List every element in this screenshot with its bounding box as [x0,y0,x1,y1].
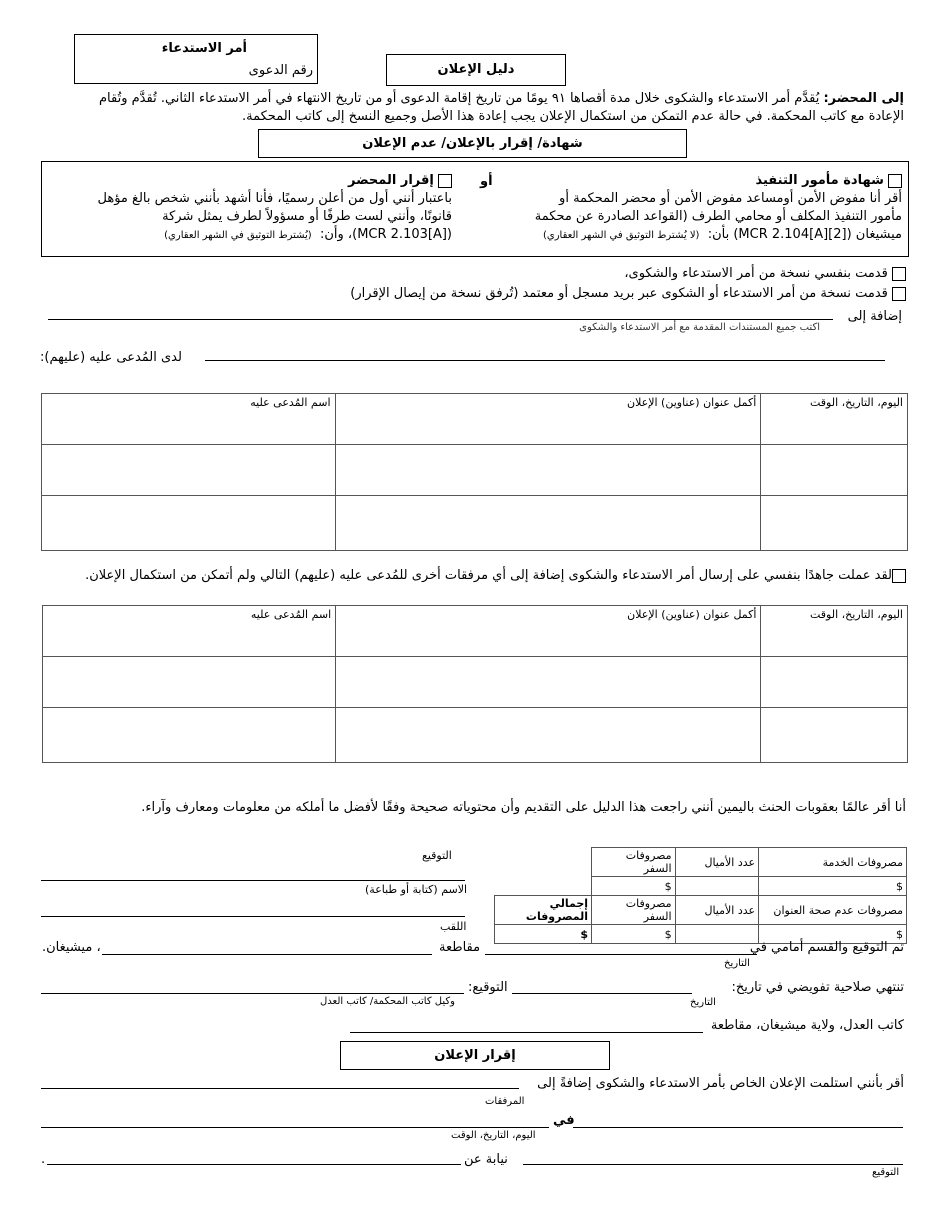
ack-signature-label: التوقيع [872,1167,900,1178]
officer-title: شهادة مأمور التنفيذ [755,173,884,188]
notary-signature-label: التوقيع: [468,980,508,995]
sworn-date-line[interactable] [485,954,757,955]
total-value[interactable]: $ [495,925,592,944]
ack-behalf-line[interactable] [47,1164,461,1165]
officer-section [522,172,902,245]
fees-table [494,847,907,944]
travel-fee-value-2[interactable]: $ [592,925,676,944]
unserved-table [42,605,908,763]
signature-line[interactable] [41,880,465,881]
attempt-checkbox[interactable] [892,569,906,583]
summons-box [74,34,318,84]
oath-text: أنا أقر عالمًا بعقوبات الحنث باليمين أنني راجعت هذا الدليل على التقديم وأن محتوياته صحيحة وفقًا لأفضل ما أملكه من معلومات ومعارف وآراء. [141,800,906,815]
fees-row [495,848,907,877]
ack-datetime-label: اليوم، التاريخ، الوقت [451,1130,536,1141]
sworn-label: تم التوقيع والقسم أمامي في [749,940,904,955]
certificate-title: شهادة/ إقرار بالإعلان/ عدم الإعلان [362,136,583,151]
server-checkbox[interactable] [438,174,452,188]
commission-date-label: التاريخ [690,997,716,1008]
ack-period: . [41,1152,46,1167]
server-line2: قانونًا، وأنني لست طرفًا أو مسؤولاً لطرف يمثل شركة [162,209,452,224]
bad-address-value[interactable]: $ [759,925,907,944]
instructions-text2: الإعادة مع كاتب المحكمة. في حالة عدم التمكن من استكمال الإعلان يجب إعادة هذا الأصل وجميع النسخ إلى كاتب المحكمة. [242,109,904,124]
server-line1: باعتبار أنني أول من أعلن رسميًا، فأنا أشهد بأنني شخص بالغ مؤهل [97,191,452,206]
ack-attachments-label: المرفقات [485,1096,525,1107]
service-fee-label: مصروفات الخدمة [759,848,907,877]
signature-label: التوقيع [422,849,452,862]
travel-fee-value[interactable]: $ [592,877,676,896]
miles-value-2[interactable] [675,925,759,944]
notary-state-label: كاتب العدل، ولاية ميشيغان، مقاطعة [710,1018,904,1033]
mail-checkbox[interactable] [892,287,906,301]
name-label: الاسم (كتابة أو طباعة) [365,883,468,896]
option-personal [624,266,906,281]
server-line3: (MCR 2.103[A])، وأن: [319,227,452,242]
total-label: إجمالي المصروفات [495,896,592,925]
notary-county-line[interactable] [350,1032,703,1033]
travel-fee-label: مصروفات السفر [592,848,676,877]
ack-attachments-line[interactable] [41,1088,519,1089]
header-defendant: اسم المُدعى عليه [43,606,336,657]
certificate-box [41,161,909,257]
defendant-line[interactable] [205,360,885,361]
proof-title-box [386,54,566,86]
header-address: أكمل عنوان (عناوين) الإعلان [336,606,761,657]
attempt-option [85,568,906,583]
instructions-text1: يُقدَّم أمر الاستدعاء والشكوى خلال مدة أقصاها ٩١ يومًا من تاريخ إقامة الدعوى أو من تاريخ الانتهاء في أمر الاستدعاء الثاني. تُقدَّم وتُقام [99,91,820,106]
ack-title: إقرار الإعلان [434,1048,516,1063]
attempt-label: لقد عملت جاهدًا بنفسي على إرسال أمر الاستدعاء والشكوى إضافة إلى أي مرفقات أخرى للمُدعى عليه (عليهم) التالي ولم أتمكن من استكمال الإعلان. [85,568,892,583]
addition-line[interactable] [48,319,833,320]
case-number-label: رقم الدعوى [248,63,313,78]
service-fee-value[interactable]: $ [759,877,907,896]
instructions [74,90,904,126]
commission-label: تنتهي صلاحية تفويضي في تاريخ: [731,980,904,995]
officer-line2: مأمور التنفيذ المكلف أو محامي الطرف (القواعد الصادرة عن محكمة [534,209,902,224]
ack-signature-line[interactable] [523,1164,903,1165]
officer-line3: ميشيغان ([2][A]MCR 2.104) بأن: [707,227,902,242]
certificate-title-box [258,129,687,158]
table-header-row [42,394,908,445]
name-line[interactable] [41,916,465,917]
server-title: إقرار المحضر [348,173,434,188]
header-address: أكمل عنوان (عناوين) الإعلان [335,394,761,445]
ack-recipient-line[interactable] [573,1127,903,1128]
header-datetime: اليوم، التاريخ، الوقت [761,606,908,657]
addition-hint: اكتب جميع المستندات المقدمة مع أمر الاستدعاء والشكوى [579,322,820,333]
fees-row[interactable] [495,877,907,896]
personal-label: قدمت بنفسي نسخة من أمر الاستدعاء والشكوى، [624,266,888,281]
table-row[interactable] [43,657,908,708]
travel-fee-label-2: مصروفات السفر [592,896,676,925]
addition-label: إضافة إلى [847,309,902,324]
header-defendant: اسم المُدعى عليه [42,394,336,445]
deputy-label: وكيل كاتب المحكمة/ كاتب العدل [320,996,455,1007]
server-section [52,172,452,245]
served-table [41,393,908,551]
to-defendant-label: لدى المُدعى عليه (عليهم): [40,350,182,365]
title-label: اللقب [440,920,467,933]
ack-datetime-line[interactable] [41,1127,549,1128]
officer-note: (لا يُشترط التوثيق في الشهر العقاري) [543,230,700,241]
officer-line1: أقر أنا مفوض الأمن أومساعد مفوض الأمن أو محضر المحكمة أو [559,191,902,206]
fees-row [495,896,907,925]
mail-label: قدمت نسخة من أمر الاستدعاء أو الشكوى عبر بريد مسجل أو معتمد (تُرفق نسخة من إيصال الإقرار) [350,286,888,301]
county-label: مقاطعة [439,940,481,955]
personal-checkbox[interactable] [892,267,906,281]
proof-title: دليل الإعلان [437,62,515,77]
officer-checkbox[interactable] [888,174,902,188]
miles-label-2: عدد الأميال [675,896,759,925]
ack-received-label: أقر بأنني استلمت الإعلان الخاص بأمر الاستدعاء والشكوى إضافةً إلى [537,1076,904,1091]
table-row[interactable] [42,445,908,496]
ack-on-label: في [553,1113,575,1128]
county-line[interactable] [102,954,432,955]
michigan-label: ، ميشيغان. [42,940,101,955]
ack-title-box [340,1041,610,1070]
ack-on-behalf-label: نيابة عن [464,1152,508,1167]
or-label: أو [480,174,493,189]
table-row[interactable] [43,708,908,763]
server-note: (يُشترط التوثيق في الشهر العقاري) [164,230,312,241]
miles-value[interactable] [675,877,759,896]
table-row[interactable] [42,496,908,551]
commission-date-line[interactable] [512,993,692,994]
form-title: أمر الاستدعاء [161,41,247,56]
table-header-row [43,606,908,657]
option-mail [350,286,906,301]
instructions-lead: إلى المحضر: [823,91,904,106]
miles-label: عدد الأميال [675,848,759,877]
notary-signature-line[interactable] [41,993,464,994]
header-datetime: اليوم، التاريخ، الوقت [761,394,908,445]
bad-address-label: مصروفات عدم صحة العنوان [759,896,907,925]
sworn-date-label: التاريخ [724,958,750,969]
